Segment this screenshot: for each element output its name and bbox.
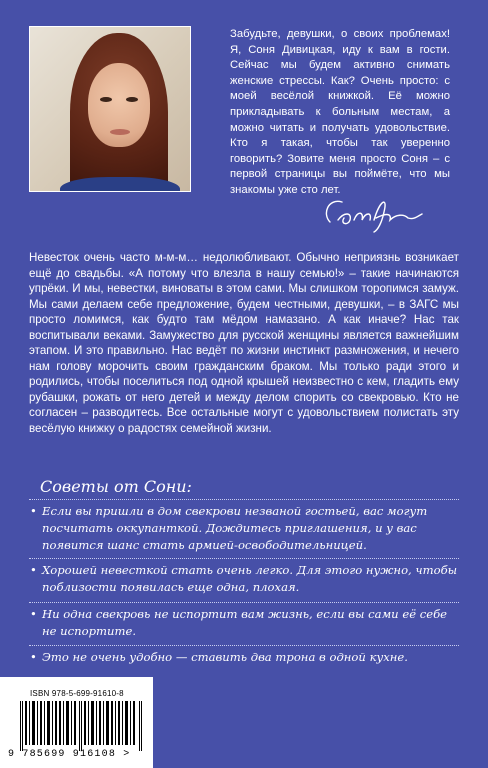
tip-text: Если вы пришли в дом свекрови незваной гостьей, вас могут посчитать оккупанткой. Дождитесь приглашения, и у вас появится шанс стать армией-освободительницей. [42, 504, 428, 552]
tip-text: Хорошей невесткой стать очень легко. Для этого нужно, чтобы поблизости появилась еще одна, плохая. [42, 563, 458, 594]
tip-item [29, 500, 459, 559]
tip-item [29, 646, 459, 672]
barcode-panel [0, 677, 153, 768]
barcode-icon [20, 701, 144, 751]
bullet-icon: • [30, 504, 37, 518]
tip-text: Это не очень удобно — ставить два трона в одной кухне. [42, 650, 408, 664]
isbn-label: ISBN 978-5-699-91610-8 [30, 689, 124, 698]
bullet-icon: • [30, 563, 37, 577]
bullet-icon: • [30, 650, 37, 664]
author-intro-text: Забудьте, девушки, о своих проблемах! Я, Соня Дивицкая, иду к вам в гости. Сейчас мы будем активно снимать женские стрессы. Как? Очень просто: с моей весёлой книжкой. Её можно прикладывать к больным местам, а можно читать и получать удовольствие. Кто я такая, чтобы так уверенно говорить? Зовите меня просто Соня – с первой страницы вы поймёте, что мы знакомы уже сто лет. [230, 28, 450, 196]
barcode-number: 9 785699 916108 > [8, 749, 131, 760]
book-description-text: Невесток очень часто м-м-м… недолюбливают. Обычно неприязнь возникает ещё до свадьбы. «А потому что влезла в нашу семью!» – такие начинаются упрёки. И мы, невестки, виноваты в этом сами. Мы слишком торопимся замуж. Мы сами делаем себе предложение, будем честными, девушки, – в ЗАГС мы просто ломимся, как будто там мёдом намазано. А как иначе? Нас так воспитывали веками. Замужество для русской женщины является важнейшим этапом. И это правильно. Нас ведёт по жизни инстинкт размножения, и нечего нам голову морочить своим гражданским браком. Мы только ради этого и родились, чтобы поселиться под одной крышей неизвестно с кем, гладить ему рубашки, рожать от него детей и между делом спорить со свекровью. Кто не согласен – разводитесь. Все остальные могут с удовольствием полистать эту весёлую книжку о радостях семейной жизни. [29, 251, 459, 435]
tips-heading: Советы от Сони: [40, 477, 192, 496]
tip-item [29, 559, 459, 603]
bullet-icon: • [30, 607, 37, 621]
tip-item [29, 603, 459, 646]
author-intro [230, 27, 450, 199]
tips-list [29, 500, 459, 672]
author-signature [318, 190, 428, 236]
book-description [29, 250, 459, 436]
tip-text: Ни одна свекровь не испортит вам жизнь, если вы сами её себе не испортите. [42, 607, 448, 638]
author-photo [29, 26, 191, 192]
